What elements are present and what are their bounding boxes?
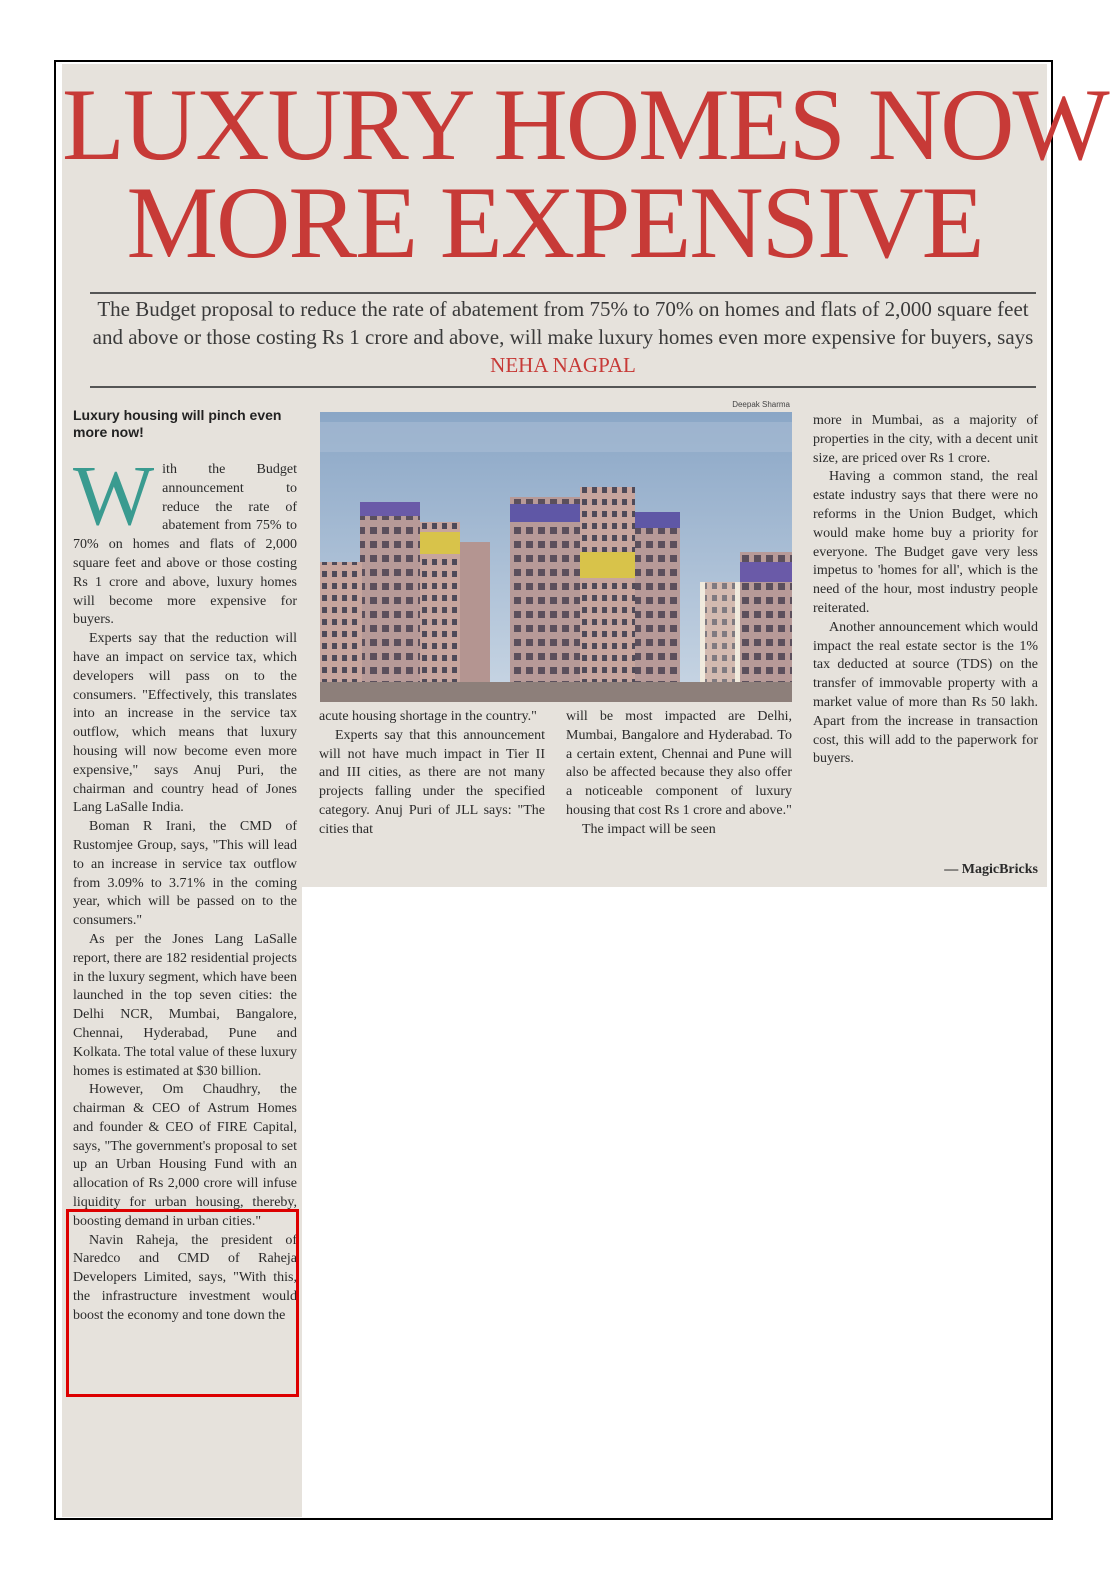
- headline-line-2: MORE EXPENSIVE: [126, 166, 983, 280]
- deck-bottom-rule: [90, 386, 1036, 388]
- deck-summary: [90, 295, 1036, 379]
- article-column-3: [566, 708, 792, 840]
- paragraph: However, Om Chaudhry, the chairman & CEO of Astrum Homes and founder & CEO of FIRE Capital, says, "The government's proposal to set up an Urban Housing Fund with an allocation of Rs 2,000 crore will infuse liquidity for urban housing, thereby, boosting demand in urban cities.": [73, 1082, 297, 1229]
- paragraph: Navin Raheja, the president of Naredco and CMD of Raheja Developers Limited, says, "With this, the infrastructure investment would boost the economy and tone down the: [73, 1232, 297, 1323]
- paragraph: With the Budget announcement to reduce the rate of abatement from 75% to 70% on homes and flats of 2,000 square feet and above or those costing Rs 1 crore and above, luxury homes will become more expensive for buyers.: [73, 447, 297, 628]
- headline-line-1: LUXURY HOMES NOW: [62, 68, 1108, 182]
- paragraph: As per the Jones Lang LaSalle report, there are 182 residential projects in the luxury segment, which have been launched in the top seven cities: the Delhi NCR, Mumbai, Bangalore, Chennai, Hyderabad, Pune and Kolkata. The total value of these luxury homes is estimated at $30 billion.: [73, 931, 297, 1079]
- photo-credit: Deepak Sharma: [732, 400, 790, 409]
- deck-text: The Budget proposal to reduce the rate of abatement from 75% to 70% on homes and flats of 2,000 square feet and above or those costing Rs 1 crore and above, will make luxury homes even more expensive for buyers, says: [92, 297, 1034, 349]
- highlight-box: [66, 1209, 299, 1397]
- paragraph: acute housing shortage in the country.": [319, 709, 537, 724]
- paragraph: Boman R Irani, the CMD of Rustomjee Group, says, "This will lead to an increase in service tax outflow from 3.09% to 3.71% in the coming year, which will be passed on to the consumers.": [73, 819, 297, 929]
- paragraph: Having a common stand, the real estate industry says that there were no reforms in the Union Budget, which would make home buy a priority for everyone. The Budget gave very less impetus to 'homes for all', which is the need of the hour, most industry people reiterated.: [813, 469, 1038, 616]
- paragraph: more in Mumbai, as a majority of properties in the city, with a decent unit size, are priced over Rs 1 crore.: [813, 413, 1038, 466]
- byline: NEHA NAGPAL: [490, 353, 636, 377]
- source-signature: — MagicBricks: [944, 862, 1038, 877]
- article-column-1: [73, 447, 297, 1326]
- buildings-photo: [320, 412, 792, 702]
- article-column-4: [813, 412, 1038, 769]
- paragraph: Another announcement which would impact the real estate sector is the 1% tax deducted at source (TDS) on the transfer of immovable property with a market value of more than Rs 50 lakh. Apart from the increase in transaction cost, this will add to the paperwork for buyers.: [813, 619, 1038, 767]
- drop-cap: W: [73, 447, 155, 543]
- kicker-heading: Luxury housing will pinch even more now!: [73, 407, 282, 440]
- paragraph: The impact will be seen: [582, 821, 716, 837]
- paragraph: Experts say that this announcement will not have much impact in Tier II and III cities, as there are not many projects falling under the specified category. Anuj Puri of JLL says: "The cities that: [319, 727, 545, 837]
- deck-top-rule: [90, 292, 1036, 294]
- article-column-2: [319, 708, 545, 840]
- paragraph: Experts say that the reduction will have an impact on service tax, which developers will pass on to the consumers. "Effectively, this translates into an increase in the service tax outflow, which means that luxury housing will now become even more expensive," says Anuj Puri, the chairman and country head of Jones Lang LaSalle India.: [73, 631, 297, 816]
- paragraph: will be most impacted are Delhi, Mumbai, Bangalore and Hyderabad. To a certain extent, Chennai and Pune will also be affected because they also offer a noticeable component of luxury housing that cost Rs 1 crore and above.": [566, 709, 792, 818]
